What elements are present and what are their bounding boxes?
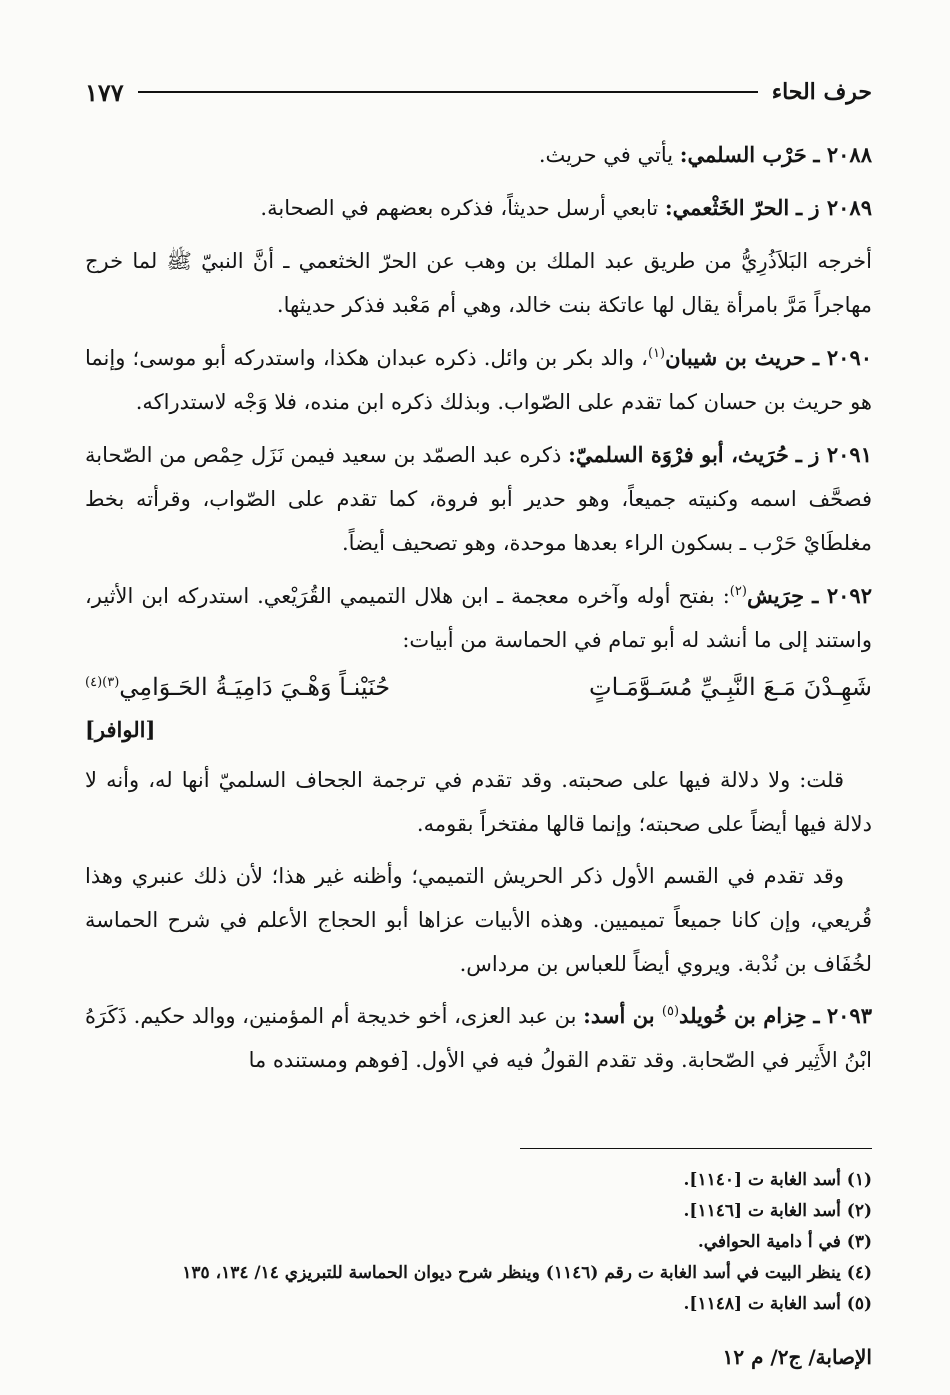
printer-signature: الإصابة/ ج٢/ م ١٢ <box>722 1345 872 1369</box>
entry-2090 <box>85 336 872 424</box>
header-rule <box>138 91 758 93</box>
section-title: حرف الحاء <box>771 79 872 105</box>
entry-text: يأتي في حريث. <box>538 143 680 167</box>
entry-number: ٢٠٩٢ ـ <box>812 583 872 608</box>
entry-2092 <box>85 574 872 662</box>
page-body <box>85 133 872 1091</box>
footnote-separator <box>520 1148 872 1149</box>
entry-2089-continuation <box>85 239 872 327</box>
entry-name: حَرْب السلمي: <box>679 142 807 167</box>
page-number: ١٧٧ <box>85 77 124 107</box>
entry-name: حُرَيث، أبو فرْوَة السلميّ: <box>568 442 789 467</box>
entry-text: بن عبد العزى، أخو خديجة أم المؤمنين، ووالد حكيم. ذَكَرَهُ ابْنُ الأَثِير في الصّحابة. وقد تقدم القولُ فيه في الأول. [فوهم ومستنده ما <box>85 1004 872 1072</box>
footnote-ref: (٥) <box>661 1004 680 1019</box>
entry-name: حِزام بن خُويلد <box>679 1003 807 1028</box>
footnote-2: (٢) أسد الغابة ت [١١٤٦]. <box>683 1201 872 1221</box>
entry-text: أخرجه البَلاَذُرِيُّ من طريق عبد الملك بن وهب عن الحرّ الخثعمي ـ أنَّ النبيّ ﷺ لما خرج مهاجراً مَرَّ بامرأة يقال لها عاتكة بنت خالد، وهي أم مَعْبد فذكر حديثها. <box>85 249 872 317</box>
footnotes <box>85 1165 872 1320</box>
verse-first-hemistich: شَهِـدْنَ مَـعَ النَّبِـيِّ مُسَـوَّمَـاتٍ <box>589 673 872 701</box>
footnote-ref: (٣)(٤) <box>85 675 120 690</box>
poetry-verse <box>85 664 872 710</box>
entry-name: حِرَيش <box>746 583 805 608</box>
entry-number: ٢٠٩١ ز ـ <box>795 442 872 467</box>
footnote-ref: (١) <box>647 346 666 361</box>
entry-number: ٢٠٩٠ ـ <box>812 345 873 370</box>
footnote-ref: (٢) <box>729 584 747 599</box>
footnote-1: (١) أسد الغابة ت [١١٤٠]. <box>683 1170 872 1190</box>
entry-2088 <box>85 133 872 177</box>
running-header <box>85 72 872 112</box>
footnote-4: (٤) ينظر البيت في أسد الغابة ت رقم (١١٤٦) وينظر شرح ديوان الحماسة للتبريزي ١٤/ ١٣٤، ١٣٥ <box>182 1263 872 1283</box>
entry-text: : بفتح أوله وآخره معجمة ـ ابن هلال التميمي القُرَيْعي. استدركه ابن الأثير، واستند إلى ما أنشد له أبو تمام في الحماسة من أبيات: <box>85 584 872 652</box>
paragraph-1: قلت: ولا دلالة فيها على صحبته. وقد تقدم في ترجمة الجحاف السلميّ أنها له، وأنه لا دلالة فيها أيضاً على صحبته؛ وإنما قالها مفتخراً بقومه. <box>85 768 872 836</box>
footnote-3: (٣) في أ دامية الحوافي. <box>697 1232 872 1252</box>
paragraph-2: وقد تقدم في القسم الأول ذكر الحريش التميمي؛ وأظنه غير هذا؛ لأن ذلك عنبري وهذا قُريعي، وإن كانا جميعاً تميميين. وهذه الأبيات عزاها أبو الحجاج الأعلم في شرح الحماسة لخُفَاف بن نُدْبة. ويروي أيضاً للعباس بن مرداس. <box>85 864 872 976</box>
entry-name: حريث بن شيبان <box>665 345 806 370</box>
entry-2093 <box>85 994 872 1082</box>
entry-text: ذكره عبد الصمّد بن سعيد فيمن نَزَل حِمْص من الصّحابة فصحَّف اسمه وكنيته جميعاً، وهو حدير أبو فروة، كما تقدم على الصّواب، وقرأته بخط مغلطَايْ حَرْب ـ بسكون الراء بعدها موحدة، وهو تصحيف أيضاً. <box>85 443 872 555</box>
entry-2089 <box>85 186 872 230</box>
entry-2091 <box>85 433 872 565</box>
entry-number: ٢٠٩٣ ـ <box>813 1003 872 1028</box>
verse-second-hemistich: حُنَيْنـاً وَهْـيَ دَامِيَـةُ الحَـوَامِي <box>119 673 391 701</box>
entry-number: ٢٠٨٨ ـ <box>813 142 872 167</box>
poetic-meter: [الوافر] <box>85 717 156 742</box>
footnote-5: (٥) أسد الغابة ت [١١٤٨]. <box>683 1294 872 1314</box>
entry-number: ٢٠٨٩ ز ـ <box>795 195 872 220</box>
entry-text: تابعي أرسل حديثاً، فذكره بعضهم في الصحابة. <box>260 196 665 220</box>
book-page <box>85 0 872 1395</box>
entry-name-suffix: بن أسد: <box>583 1003 662 1028</box>
verse-second-hemistich-wrap <box>85 664 390 710</box>
entry-name: الحرّ الخَثْعمي: <box>664 195 790 220</box>
entry-text: ، والد بكر بن وائل. ذكره عبدان هكذا، واستدركه أبو موسى؛ وإنما هو حريث بن حسان كما تقدم على الصّواب. وبذلك ذكره ابن منده، فلا وَجْه لاستدراكه. <box>85 346 872 414</box>
